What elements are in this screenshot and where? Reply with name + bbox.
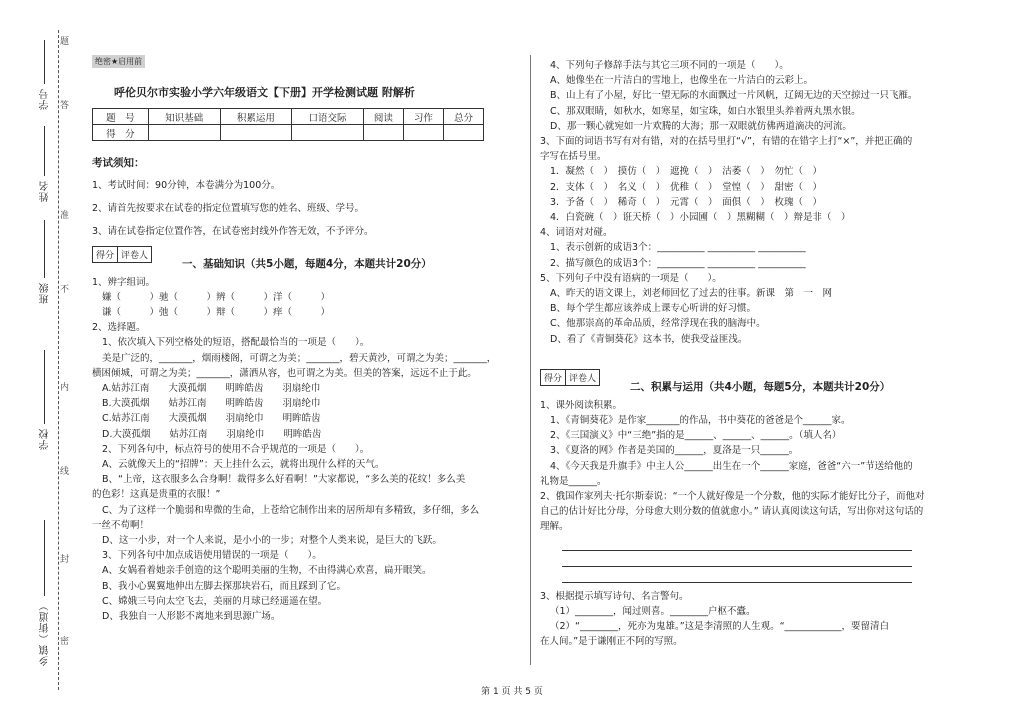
question-line: D、那一颗心就宛如一片欢腾的大海；那一双眼就仿佛两道滴决的河流。 xyxy=(550,120,852,132)
question-line: 4、《今天我是升旗手》中主人公______出生在一个______家庭，爸爸“六一”节送给他的 xyxy=(550,460,913,472)
question-line: B、山上有了小屋，好比一望无际的水面飘过一片风帆，辽阔无边的天空掠过一只飞雁。 xyxy=(550,90,918,102)
score-header-cell: 题 号 xyxy=(93,109,149,125)
answer-line[interactable] xyxy=(562,554,912,567)
notice-item: 1、考试时间：90分钟，本卷满分为100分。 xyxy=(92,180,281,191)
seal-char: 封 xyxy=(60,555,70,565)
seal-char: 答 xyxy=(60,101,70,111)
question-line: 美是广泛的，_______，烟雨楼阁，可谓之为美；_______，碧天黄沙，可谓之为美；_______， xyxy=(102,352,497,364)
margin-label-class: 班级 xyxy=(40,282,51,304)
score-header-cell: 知识基础 xyxy=(148,109,220,125)
question-line: 1．凝然（ ） 摸仿（ ） 遮挽（ ） 沽萎（ ） 勿忙（ ） xyxy=(550,166,823,178)
grader-score-label: 得分 xyxy=(93,247,118,262)
score-header-cell: 口语交际 xyxy=(292,109,364,125)
score-cell[interactable] xyxy=(363,125,403,141)
grader-name-label: 评卷人 xyxy=(121,250,149,261)
question-line: D.大漠孤烟 姑苏江南 羽扇纶巾 明眸皓齿 xyxy=(102,428,322,440)
page-footer: 第 1 页 共 5 页 xyxy=(481,687,543,697)
question-line: 谦（ ）弛（ ）辩（ ）痒（ ） xyxy=(102,307,331,319)
score-header-cell: 总分 xyxy=(443,109,483,125)
question-line: 4、词语对对碰。 xyxy=(540,227,613,239)
score-table xyxy=(92,108,484,141)
township-field[interactable] xyxy=(44,520,45,596)
answer-line[interactable] xyxy=(562,570,912,583)
exam-title: 呼伦贝尔市实验小学六年级语文【下册】开学检测试题 附解析 xyxy=(114,86,415,99)
section-1-title: 一、基础知识（共5小题，每题4分，本题共计20分） xyxy=(182,257,432,270)
question-line: 一丝不苟啊！ xyxy=(92,519,150,531)
question-line: 3、下列各句中加点成语使用错误的一项是（ ）。 xyxy=(102,550,322,562)
seal-char: 准 xyxy=(60,211,70,221)
question-line: B、每个学生都应该养成上课专心听讲的好习惯。 xyxy=(550,303,757,315)
question-line: （2）“________，死亦为鬼雄。”这是李清照的人生观。“____________，要留清白 xyxy=(550,621,890,633)
question-line: A.姑苏江南 大漠孤烟 明眸皓齿 羽扇纶巾 xyxy=(102,383,321,395)
question-line: 理解。 xyxy=(540,521,569,533)
score-header-cell: 积累运用 xyxy=(220,109,292,125)
question-line: 2、选择题。 xyxy=(92,322,146,334)
student-id-field[interactable] xyxy=(44,40,45,84)
score-cell[interactable] xyxy=(220,125,292,141)
seal-char: 密 xyxy=(60,637,70,647)
margin-label-township: 乡镇（街道） xyxy=(40,600,51,666)
score-cell[interactable] xyxy=(403,125,443,141)
question-line: 嫌（ ）驰（ ）辨（ ）洋（ ） xyxy=(102,291,331,303)
left-column xyxy=(92,55,522,624)
question-line: 3、下面的词语书写有对有错，对的在括号里打“√”，有错的在错字上打“×”，并把正确的 xyxy=(540,136,913,148)
section-1-header xyxy=(92,246,522,271)
class-field[interactable] xyxy=(44,220,45,278)
score-cell[interactable] xyxy=(292,125,364,141)
question-line: 在人间。”是于谦刚正不阿的写照。 xyxy=(540,636,683,648)
question-line: 4、下列句子修辞手法与其它三项不同的一项是（ ）。 xyxy=(550,60,789,71)
question-line: 5、下列句子中没有语病的一项是（ ）。 xyxy=(540,272,722,284)
school-field[interactable] xyxy=(44,350,45,424)
grader-box xyxy=(540,369,600,386)
grader-box xyxy=(92,246,152,263)
question-line: C、那双眼睛，如秋水，如寒星，如宝珠，如白水银里头养着两丸黑水银。 xyxy=(550,105,861,117)
question-line: C、他那崇高的革命品质，经常浮现在我的脑海中。 xyxy=(550,318,766,330)
grader-score-label: 得分 xyxy=(541,370,566,385)
question-line: D、看了《青铜葵花》这本书，使我受益匪浅。 xyxy=(550,333,748,345)
right-column xyxy=(540,58,980,650)
question-line: 2、《三国演义》中“三绝”指的是______、______、______。（填人名） xyxy=(550,430,842,442)
score-header-cell: 习作 xyxy=(403,109,443,125)
question-line: 2、俄国作家列夫·托尔斯泰说：“一个人就好像是一个分数，他的实际才能好比分子，而他对 xyxy=(540,491,925,503)
grader-name-label: 评卷人 xyxy=(569,373,597,384)
question-line: 3、《夏洛的网》作者是美国的______，夏洛是一只______。 xyxy=(550,445,799,457)
margin-label-name: 姓名 xyxy=(40,180,51,202)
score-header-cell: 阅读 xyxy=(363,109,403,125)
question-line: B.大漠孤烟 姑苏江南 明眸皓齿 羽扇纶巾 xyxy=(102,398,321,410)
question-line: 1、《青铜葵花》是作家_______的作品，书中葵花的爸爸是个______家。 xyxy=(550,415,851,427)
question-line: 自己的估计好比分母，分母愈大则分数的值就愈小。” 请认真阅读这句话，写出你对这句话的 xyxy=(540,506,924,518)
question-line: （1）________，闻过则喜。________户枢不蠹。 xyxy=(550,605,756,617)
question-line: 4．白瓷碗（ ）诳天桥（ ）小园圃（ ）黑糊糊（ ）辩是非（ ） xyxy=(550,212,851,224)
seal-line xyxy=(58,30,59,690)
seal-char: 不 xyxy=(60,285,70,295)
question-line: C.姑苏江南 大漠孤烟 羽扇纶巾 明眸皓齿 xyxy=(102,413,321,425)
notice-item: 2、请首先按要求在试卷的指定位置填写您的姓名、班级、学号。 xyxy=(92,203,365,215)
question-line: 2、描写颜色的成语3个：__________ __________ __________ xyxy=(550,257,806,269)
question-line: 2、下列各句中，标点符号的使用不合乎规范的一项是（ ）。 xyxy=(102,443,370,455)
section-1-body xyxy=(92,275,522,625)
question-line: 3．予备（ ） 稀奇（ ） 元霄（ ） 面俱（ ） 枚瑰（ ） xyxy=(550,196,823,208)
question-line: A、云就像天上的“招牌”：天上挂什么云，就将出现什么样的天气。 xyxy=(102,459,385,471)
seal-char: 线 xyxy=(60,467,70,477)
binding-margin xyxy=(0,0,78,722)
question-line: C、嫦娥三号向太空飞去，美丽的月球已经遥遥在望。 xyxy=(102,595,328,607)
question-line: 字写在括号里。 xyxy=(540,151,607,163)
score-row-label: 得 分 xyxy=(93,125,149,141)
question-line: B、“上帝，这衣服多么合身啊！裁得多么好看啊！”大家都说，“多么美的花纹！多么美 xyxy=(102,474,466,486)
section-2-header xyxy=(540,369,980,394)
confidential-badge: 绝密★启用前 xyxy=(92,55,145,68)
score-cell[interactable] xyxy=(148,125,220,141)
seal-char: 题 xyxy=(60,37,70,47)
question-line: A、女娲看着她亲手创造的这个聪明美丽的生物，不由得满心欢喜，扁开眼笑。 xyxy=(102,565,432,577)
question-line: C、为了这样一个脆弱和卑微的生命，上苍给它制作出来的居所却有多精致，多仔细，多么 xyxy=(102,504,480,516)
question-line: 2．支体（ ） 名义（ ） 优稚（ ） 堂惶（ ） 甜密（ ） xyxy=(550,181,823,193)
margin-label-student-id: 学号 xyxy=(40,88,51,110)
question-line: 1、辨字组词。 xyxy=(92,276,156,288)
column-divider xyxy=(530,55,531,665)
question-line: D、这一小步，对一个人来说，是小小的一步；对整个人类来说，是巨大的飞跃。 xyxy=(102,535,442,547)
question-line: A、昨天的语文课上，刘老师回忆了过去的往事。新课 第 一 网 xyxy=(550,288,832,300)
question-line: 1、依次填入下列空格处的短语，搭配最恰当的一项是（ ）。 xyxy=(102,337,370,349)
notice-heading: 考试须知： xyxy=(92,157,145,169)
answer-line[interactable] xyxy=(562,538,912,551)
question-line: 3、根据提示填写诗句、名言警句。 xyxy=(540,590,689,602)
question-line: 1、表示创新的成语3个：__________ __________ __________ xyxy=(550,242,806,254)
seal-char: 内 xyxy=(60,383,70,393)
question-line: 的色彩！这真是贵重的衣服！” xyxy=(92,489,221,501)
question-line: 1、课外阅读积累。 xyxy=(540,399,623,411)
question-line: B、我小心翼翼地伸出左脚去探那块岩石，而且踩到了它。 xyxy=(102,580,347,592)
question-line: 横困倾城，可谓之为美；_______，潇洒从容，也可谓之为美。但美的答案，远远不止于此。 xyxy=(92,367,477,379)
section-2-title: 二、积累与运用（共4小题，每题5分，本题共计20分） xyxy=(630,380,891,393)
score-cell[interactable] xyxy=(443,125,483,141)
question-line: D、我独自一人形影不离地来到思源广场。 xyxy=(102,611,281,623)
question-line: A、她像坐在一片洁白的雪地上，也像坐在一片洁白的云彩上。 xyxy=(550,75,813,87)
notice-item: 3、请在试卷指定位置作答，在试卷密封线外作答无效，不予评分。 xyxy=(92,226,374,238)
name-field[interactable] xyxy=(44,126,45,176)
question-line: 礼物是______。 xyxy=(540,475,607,487)
margin-label-school: 学校 xyxy=(40,428,51,450)
section-2-body xyxy=(540,398,980,650)
